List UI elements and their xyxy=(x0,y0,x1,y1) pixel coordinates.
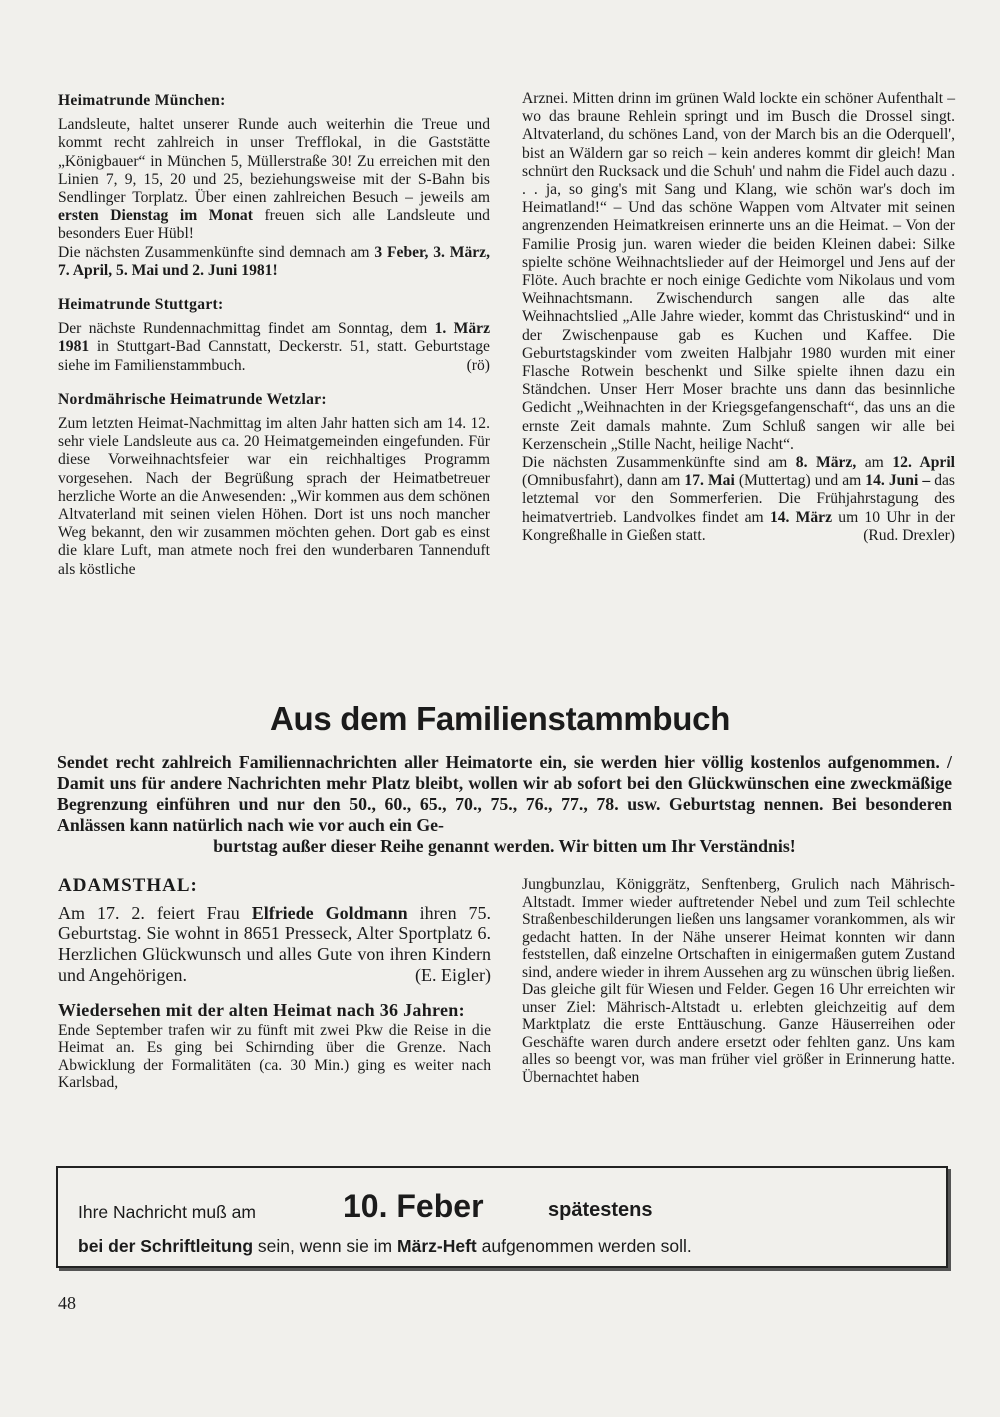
heading-wiedersehen: Wiedersehen mit der alten Heimat nach 36 Jahren: xyxy=(58,999,465,1020)
top-right-column xyxy=(522,90,955,545)
wiedersehen-body-left: Ende September trafen wir zu fünft mit zwei Pkw die Reise in die Heimat an. Es ging bei Schirnding über die Grenze. Nach Abwicklung der Formalitäten (ca. 30 Min.) ging es weiter nach Karlsbad, xyxy=(58,1021,491,1092)
section-muenchen xyxy=(58,92,490,280)
top-left-column xyxy=(58,92,490,595)
muenchen-dates: Die nächsten Zusammenkünfte sind demnach am 3 Feber, 3. März, 7. April, 5. Mai und 2. Juni 1981! xyxy=(58,243,490,279)
section-stuttgart xyxy=(58,296,490,375)
section-wetzlar xyxy=(58,391,490,579)
heading-muenchen: Heimatrunde München: xyxy=(58,92,226,109)
wiedersehen-body-right: Jungbunzlau, Königgrätz, Senftenberg, Grulich nach Mährisch-Altstadt. Immer wieder auftretender Nebel und zum Teil schlechte Straßenbeschilderungen ließen uns langsamer vorankommen, als wir gedacht hatten. In der Nähe unserer Heimat konnten wir dann feststellen, daß einzelne Ortschaften in einigermaßen gutem Zustand sind, andere wieder in ihrem Aussehen arg zu wünschen übrig ließen. Das gleiche gilt für Wiesen und Felder. Gegen 16 Uhr erreichten wir unser Ziel: Mährisch-Altstadt u. erlebten gleichzeitig auf dem Marktplatz die erste Enttäuschung. Ganze Häuserreihen oder Geschäfte waren durch andere ersetzt oder fehlten ganz. Uns kam alles so beengt vor, was man früher viel größer in Erinnerung hatte. Übernachtet haben xyxy=(522,876,955,1086)
stuttgart-body: Der nächste Rundennachmittag findet am Sonntag, dem 1. März 1981 in Stuttgart-Bad Cannstatt, Deckerstr. 51, statt. Geburtstage siehe im Familienstammbuch. (rö) xyxy=(58,320,490,374)
heading-stuttgart: Heimatrunde Stuttgart: xyxy=(58,296,224,314)
bottom-right-column xyxy=(522,876,955,1086)
notice-date: 10. Feber xyxy=(343,1188,484,1224)
heading-wetzlar: Nordmährische Heimatrunde Wetzlar: xyxy=(58,390,327,408)
adamsthal-body: Am 17. 2. feiert Frau Elfriede Goldmann ihren 75. Geburtstag. Sie wohnt in 8651 Presseck, Alter Sportplatz 6. Herzlichen Glückwunsch und alles Gute von ihren Kindern und Angehörigen. (E. Eigler) xyxy=(58,902,492,985)
adamsthal-signature: (E. Eigler) xyxy=(415,964,491,985)
muenchen-body: Landsleute, haltet unserer Runde auch weiterhin die Treue und kommt recht zahlreich in unser Trefflokal, in die Gaststätte „Königbauer“ in München 5, Müllerstraße 30! Zu erreichen mit den Linien 7, 9, 15, 20 und 25, beziehungsweise mit der S-Bahn bis Sendlinger Torplatz. Über einen zahlreichen Besuch – jeweils am ersten Dienstag im Monat freuen sich alle Landsleute und besonders Euer Hübl! xyxy=(58,116,490,243)
bottom-left-column xyxy=(58,876,491,1092)
notice-line1-b: spätestens xyxy=(548,1199,653,1221)
stuttgart-signature: (rö) xyxy=(466,356,490,374)
wetzlar-dates: Die nächsten Zusammenkünfte sind am 8. März, am 12. April (Omnibusfahrt), dann am 17. Mai (Muttertag) und am 14. Juni – das letztemal vor den Sommerferien. Die Frühjahrstagung des heimatvertrieb. Landvolkes findet am 14. März um 10 Uhr in der Kongreßhalle in Gießen statt. (Rud. Drexler) xyxy=(522,454,956,544)
deadline-notice-box xyxy=(56,1166,948,1268)
wetzlar-signature: (Rud. Drexler) xyxy=(863,526,955,544)
wetzlar-body-left: Zum letzten Heimat-Nachmittag im alten Jahr hatten sich am 14. 12. sehr viele Landsleute aus ca. 20 Heimatgemeinden eingefunden. Für diese Vorweihnachtsfeier war ein reichhaltiges Programm vorgesehen. Nach der Begrüßung sprach der Heimatbetreuer herzliche Worte an die Anwesenden: „Wir kommen aus dem schönen Altvaterland mit seinen vielen Höhen. Dort ist uns noch mancher Weg bekannt, den wir zusammen möchten gehen. Dort gab es einst die klare Luft, man atmete noch frei den wunderbaren Tannenduft als köstliche xyxy=(58,415,490,578)
notice-line1-a: Ihre Nachricht muß am xyxy=(78,1202,256,1222)
page-number: 48 xyxy=(58,1293,76,1313)
heading-adamsthal: ADAMSTHAL: xyxy=(58,875,198,896)
notice-line2: bei der Schriftleitung sein, wenn sie im März-Heft aufgenommen werden soll. xyxy=(78,1236,692,1256)
wetzlar-body-right: Arznei. Mitten drinn im grünen Wald lockte ein schöner Aufenthalt – wo das braune Rehlein springt und im Busch die Drossel singt. Altvaterland, du schönes Land, von der March bis an die Oderquell', bist an Wäldern gar so reich – kein anderes kommt dir gleich! Man schnürt den Rucksack und die Schuh' und nahm die Fidel auch dazu . . . ja, so ging's mit Sang und Klang, wie schön war's doch im Heimatland!“ – Und das schöne Wappen vom Altvater mit seinen angrenzenden Heimatkreisen erinnerte uns an die Heimat. – Von der Familie Prosig jun. waren wieder die beiden Kleinen dabei: Silke spielte schöne Weihnachtslieder auf der Heimorgel und Jens auf der Flöte. Auch brachte er noch einige Gedichte vom Nikolaus und vom Weihnachtsmann. Zwischendurch sangen alle das alte Weihnachtslied „Alle Jahre wieder, kommt das Christuskind“ und in der Zwischenpause gab es Kuchen und Kaffee. Die Geburtstagskinder vom zweiten Halbjahr 1980 wurden mit einer Flasche Rotwein beschenkt und Silke spielte ihnen dazu ein Ständchen. Unser Herr Moser brachte uns dann das besinnliche Gedicht „Weihnachten in der Kriegsgefangenschaft“, das uns an die ernste Zeit damals mahnte. Zum Schluß sangen wir alle bei Kerzenschein „Stille Nacht, heilige Nacht“. xyxy=(522,90,955,453)
familienstammbuch-intro: Sendet recht zahlreich Familiennachrichten aller Heimatorte ein, sie werden hier völlig kostenlos aufgenommen. / Damit uns für andere Nachrichten mehr Platz bleibt, wollen wir ab sofort bei den Glückwünschen eine zweckmäßige Begrenzung einführen und nur den 50., 60., 65., 70., 75., 76., 77., 78. usw. Geburtstag nennen. Bei besonderen Anlässen kann natürlich nach wie vor auch ein Ge- burtstag außer dieser Reihe genannt werden. Wir bitten um Ihr Verständnis! xyxy=(57,752,952,856)
familienstammbuch-title: Aus dem Familienstammbuch xyxy=(269,700,731,737)
